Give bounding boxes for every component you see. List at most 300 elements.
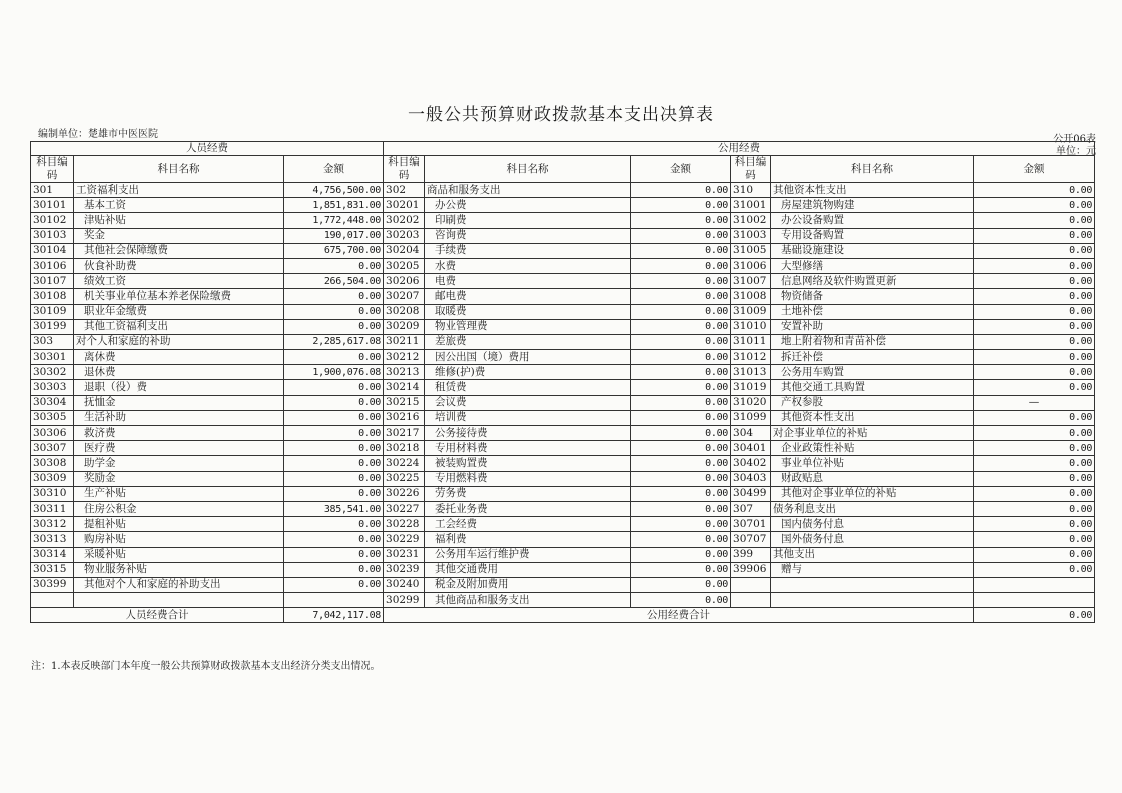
name-cell: 采暖补贴 xyxy=(74,547,284,562)
table-row xyxy=(31,395,1095,410)
code-cell: 30314 xyxy=(31,547,74,562)
amount-cell: 4,756,500.00 xyxy=(284,183,384,198)
code-cell: 31007 xyxy=(731,274,771,289)
name-cell: 奖金 xyxy=(74,228,284,243)
code-cell: 30312 xyxy=(31,517,74,532)
table-row xyxy=(31,289,1095,304)
amount-cell: 0.00 xyxy=(974,501,1095,516)
personnel-total-amount: 7,042,117.08 xyxy=(284,608,384,623)
name-cell: 被装购置费 xyxy=(425,456,631,471)
name-cell: 津贴补贴 xyxy=(74,213,284,228)
name-cell: 国内债务付息 xyxy=(771,517,974,532)
code-cell: 30103 xyxy=(31,228,74,243)
code-cell: 30209 xyxy=(384,319,425,334)
amount-cell: 0.00 xyxy=(284,456,384,471)
code-cell: 30403 xyxy=(731,471,771,486)
name-cell: 培训费 xyxy=(425,410,631,425)
name-cell: 安置补助 xyxy=(771,319,974,334)
amount-cell: 0.00 xyxy=(974,426,1095,441)
amount-cell: 1,772,448.00 xyxy=(284,213,384,228)
code-header: 科目编码 xyxy=(31,156,74,183)
name-cell: 劳务费 xyxy=(425,486,631,501)
amount-cell xyxy=(284,593,384,608)
code-cell: 31013 xyxy=(731,365,771,380)
code-cell: 30307 xyxy=(31,441,74,456)
amount-cell: 0.00 xyxy=(631,289,731,304)
code-cell: 31020 xyxy=(731,395,771,410)
name-cell: 住房公积金 xyxy=(74,501,284,516)
amount-cell xyxy=(974,577,1095,592)
code-cell: 30313 xyxy=(31,532,74,547)
name-cell: 办公费 xyxy=(425,198,631,213)
code-cell: 30216 xyxy=(384,410,425,425)
code-cell: 31009 xyxy=(731,304,771,319)
amount-cell: 0.00 xyxy=(284,486,384,501)
table-row xyxy=(31,471,1095,486)
code-cell: 30239 xyxy=(384,562,425,577)
expenditure-table xyxy=(30,141,1095,623)
amount-cell: 0.00 xyxy=(631,577,731,592)
code-header-capital: 科目编码 xyxy=(731,156,771,183)
amount-cell: 266,504.00 xyxy=(284,274,384,289)
name-cell: 印刷费 xyxy=(425,213,631,228)
name-cell: 专用材料费 xyxy=(425,441,631,456)
amount-cell: 0.00 xyxy=(631,380,731,395)
name-cell: 退职（役）费 xyxy=(74,380,284,395)
amount-cell: 0.00 xyxy=(631,456,731,471)
name-cell: 基础设施建设 xyxy=(771,243,974,258)
name-cell: 物资储备 xyxy=(771,289,974,304)
name-cell: 邮电费 xyxy=(425,289,631,304)
code-cell: 307 xyxy=(731,501,771,516)
name-cell: 其他交通工具购置 xyxy=(771,380,974,395)
code-cell: 39906 xyxy=(731,562,771,577)
amount-cell: 0.00 xyxy=(284,410,384,425)
page-title: 一般公共预算财政拨款基本支出决算表 xyxy=(408,105,714,125)
amount-cell: 0.00 xyxy=(631,243,731,258)
name-cell: 维修(护)费 xyxy=(425,365,631,380)
name-cell: 福利费 xyxy=(425,532,631,547)
table-row xyxy=(31,441,1095,456)
compiling-unit: 编制单位：楚雄市中医医院 xyxy=(38,129,158,140)
code-cell: 310 xyxy=(731,183,771,198)
amount-cell: 0.00 xyxy=(631,350,731,365)
amount-cell: 0.00 xyxy=(974,532,1095,547)
code-cell: 30304 xyxy=(31,395,74,410)
table-row xyxy=(31,593,1095,608)
amount-cell: 0.00 xyxy=(284,532,384,547)
amount-cell: 0.00 xyxy=(974,547,1095,562)
code-cell xyxy=(31,593,74,608)
amount-cell: 0.00 xyxy=(284,547,384,562)
amount-cell: 0.00 xyxy=(974,274,1095,289)
amount-cell: 0.00 xyxy=(284,350,384,365)
name-cell: 购房补贴 xyxy=(74,532,284,547)
amount-cell: 0.00 xyxy=(631,319,731,334)
amount-cell: 0.00 xyxy=(284,380,384,395)
public-total-amount: 0.00 xyxy=(974,608,1095,623)
table-row xyxy=(31,426,1095,441)
name-cell: 专用燃料费 xyxy=(425,471,631,486)
footnote: 注：1.本表反映部门本年度一般公共预算财政拨款基本支出经济分类支出情况。 xyxy=(31,661,381,672)
name-cell: 奖励金 xyxy=(74,471,284,486)
name-cell: 其他交通费用 xyxy=(425,562,631,577)
code-cell: 31005 xyxy=(731,243,771,258)
code-cell: 302 xyxy=(384,183,425,198)
amount-cell: 0.00 xyxy=(974,410,1095,425)
code-cell: 30226 xyxy=(384,486,425,501)
code-cell: 30308 xyxy=(31,456,74,471)
name-cell: 离休费 xyxy=(74,350,284,365)
amount-header: 金额 xyxy=(284,156,384,183)
code-cell: 30399 xyxy=(31,577,74,592)
name-cell: 税金及附加费用 xyxy=(425,577,631,592)
table-row xyxy=(31,183,1095,198)
table-row xyxy=(31,547,1095,562)
amount-cell: 0.00 xyxy=(974,350,1095,365)
code-cell: 31011 xyxy=(731,334,771,349)
table-row xyxy=(31,562,1095,577)
code-cell: 30240 xyxy=(384,577,425,592)
name-cell: 其他社会保障缴费 xyxy=(74,243,284,258)
name-cell: 抚恤金 xyxy=(74,395,284,410)
table-row xyxy=(31,517,1095,532)
name-header-public: 科目名称 xyxy=(425,156,631,183)
name-cell: 其他资本性支出 xyxy=(771,410,974,425)
name-cell: 退休费 xyxy=(74,365,284,380)
amount-cell: 0.00 xyxy=(631,395,731,410)
amount-cell: 0.00 xyxy=(631,426,731,441)
name-cell: 产权参股 xyxy=(771,395,974,410)
amount-cell: 2,285,617.08 xyxy=(284,334,384,349)
code-cell: 30205 xyxy=(384,258,425,273)
name-cell: 电费 xyxy=(425,274,631,289)
name-cell xyxy=(771,577,974,592)
code-cell: 30199 xyxy=(31,319,74,334)
amount-cell: 0.00 xyxy=(974,456,1095,471)
code-cell: 30315 xyxy=(31,562,74,577)
amount-cell: 0.00 xyxy=(974,517,1095,532)
amount-cell: 0.00 xyxy=(631,258,731,273)
amount-cell xyxy=(974,593,1095,608)
code-cell: 30206 xyxy=(384,274,425,289)
amount-cell: 0.00 xyxy=(284,517,384,532)
form-number: 公开06表 xyxy=(1053,134,1096,145)
amount-cell: 0.00 xyxy=(974,243,1095,258)
code-cell: 30301 xyxy=(31,350,74,365)
table-row xyxy=(31,274,1095,289)
amount-cell: 0.00 xyxy=(974,562,1095,577)
code-cell: 30208 xyxy=(384,304,425,319)
code-cell: 30204 xyxy=(384,243,425,258)
code-cell: 30225 xyxy=(384,471,425,486)
amount-cell: 0.00 xyxy=(284,441,384,456)
code-cell: 30227 xyxy=(384,501,425,516)
code-cell: 31008 xyxy=(731,289,771,304)
code-cell: 30217 xyxy=(384,426,425,441)
amount-cell: 0.00 xyxy=(284,562,384,577)
amount-cell: 0.00 xyxy=(974,213,1095,228)
code-cell: 30201 xyxy=(384,198,425,213)
personnel-total-label: 人员经费合计 xyxy=(31,608,284,623)
table-row xyxy=(31,213,1095,228)
code-cell: 30104 xyxy=(31,243,74,258)
code-cell: 30306 xyxy=(31,426,74,441)
amount-cell: 0.00 xyxy=(631,334,731,349)
code-cell: 30107 xyxy=(31,274,74,289)
table-row xyxy=(31,365,1095,380)
name-cell: 公务接待费 xyxy=(425,426,631,441)
code-cell: 31006 xyxy=(731,258,771,273)
code-cell: 30231 xyxy=(384,547,425,562)
amount-cell: — xyxy=(974,395,1095,410)
amount-header-public: 金额 xyxy=(631,156,731,183)
name-cell: 其他工资福利支出 xyxy=(74,319,284,334)
code-cell: 30229 xyxy=(384,532,425,547)
name-cell: 赠与 xyxy=(771,562,974,577)
name-cell: 其他对个人和家庭的补助支出 xyxy=(74,577,284,592)
code-cell: 30309 xyxy=(31,471,74,486)
amount-cell: 0.00 xyxy=(631,228,731,243)
code-cell xyxy=(731,577,771,592)
code-cell: 30203 xyxy=(384,228,425,243)
code-cell: 30311 xyxy=(31,501,74,516)
code-cell: 30101 xyxy=(31,198,74,213)
name-cell: 房屋建筑物购建 xyxy=(771,198,974,213)
code-cell: 30215 xyxy=(384,395,425,410)
name-cell: 事业单位补贴 xyxy=(771,456,974,471)
amount-cell: 0.00 xyxy=(974,304,1095,319)
code-cell: 30401 xyxy=(731,441,771,456)
code-cell xyxy=(731,593,771,608)
amount-cell: 0.00 xyxy=(284,577,384,592)
amount-cell: 0.00 xyxy=(631,274,731,289)
table-row xyxy=(31,243,1095,258)
amount-cell: 0.00 xyxy=(974,334,1095,349)
code-cell: 30302 xyxy=(31,365,74,380)
totals-row xyxy=(31,608,1095,623)
code-cell: 399 xyxy=(731,547,771,562)
name-cell: 拆迁补偿 xyxy=(771,350,974,365)
amount-cell: 0.00 xyxy=(631,410,731,425)
code-cell: 31010 xyxy=(731,319,771,334)
amount-cell: 0.00 xyxy=(974,228,1095,243)
personnel-header: 人员经费 xyxy=(31,142,384,156)
code-cell: 30102 xyxy=(31,213,74,228)
name-cell: 物业管理费 xyxy=(425,319,631,334)
public-header: 公用经费 xyxy=(384,142,1095,156)
code-cell: 30212 xyxy=(384,350,425,365)
amount-cell: 0.00 xyxy=(631,213,731,228)
code-cell: 30108 xyxy=(31,289,74,304)
amount-cell: 0.00 xyxy=(631,183,731,198)
code-cell: 31003 xyxy=(731,228,771,243)
amount-cell: 0.00 xyxy=(284,395,384,410)
code-cell: 303 xyxy=(31,334,74,349)
code-cell: 30499 xyxy=(731,486,771,501)
name-cell: 物业服务补贴 xyxy=(74,562,284,577)
amount-cell: 0.00 xyxy=(631,198,731,213)
amount-cell: 0.00 xyxy=(631,501,731,516)
amount-cell: 385,541.00 xyxy=(284,501,384,516)
table-row xyxy=(31,334,1095,349)
table-row xyxy=(31,501,1095,516)
amount-cell: 0.00 xyxy=(284,319,384,334)
name-cell: 咨询费 xyxy=(425,228,631,243)
amount-cell: 0.00 xyxy=(974,365,1095,380)
name-cell: 生活补助 xyxy=(74,410,284,425)
code-cell: 31001 xyxy=(731,198,771,213)
name-cell: 伙食补助费 xyxy=(74,258,284,273)
name-cell: 差旅费 xyxy=(425,334,631,349)
code-cell: 30207 xyxy=(384,289,425,304)
amount-cell: 0.00 xyxy=(974,198,1095,213)
code-cell: 30299 xyxy=(384,593,425,608)
name-header: 科目名称 xyxy=(74,156,284,183)
amount-cell: 0.00 xyxy=(974,183,1095,198)
name-cell xyxy=(771,593,974,608)
amount-cell: 0.00 xyxy=(631,547,731,562)
currency-unit: 单位：元 xyxy=(1056,146,1096,157)
amount-cell: 0.00 xyxy=(631,532,731,547)
code-header-public: 科目编码 xyxy=(384,156,425,183)
name-cell: 公务用车运行维护费 xyxy=(425,547,631,562)
name-cell: 委托业务费 xyxy=(425,501,631,516)
name-cell: 办公设备购置 xyxy=(771,213,974,228)
name-cell: 职业年金缴费 xyxy=(74,304,284,319)
name-cell xyxy=(74,593,284,608)
code-cell: 31019 xyxy=(731,380,771,395)
name-cell: 其他对企事业单位的补贴 xyxy=(771,486,974,501)
name-cell: 债务利息支出 xyxy=(771,501,974,516)
name-cell: 手续费 xyxy=(425,243,631,258)
table-row xyxy=(31,486,1095,501)
name-cell: 土地补偿 xyxy=(771,304,974,319)
table-row xyxy=(31,532,1095,547)
name-cell: 对个人和家庭的补助 xyxy=(74,334,284,349)
table-row xyxy=(31,410,1095,425)
code-cell: 30202 xyxy=(384,213,425,228)
name-cell: 提租补贴 xyxy=(74,517,284,532)
name-cell: 水费 xyxy=(425,258,631,273)
amount-cell: 0.00 xyxy=(631,562,731,577)
name-cell: 国外债务付息 xyxy=(771,532,974,547)
table-row xyxy=(31,304,1095,319)
table-row xyxy=(31,258,1095,273)
code-cell: 30707 xyxy=(731,532,771,547)
code-cell: 31099 xyxy=(731,410,771,425)
amount-cell: 0.00 xyxy=(974,471,1095,486)
code-cell: 30109 xyxy=(31,304,74,319)
name-cell: 商品和服务支出 xyxy=(425,183,631,198)
code-cell: 30228 xyxy=(384,517,425,532)
name-cell: 绩效工资 xyxy=(74,274,284,289)
code-cell: 31012 xyxy=(731,350,771,365)
amount-cell: 0.00 xyxy=(284,426,384,441)
amount-cell: 0.00 xyxy=(284,304,384,319)
amount-cell: 0.00 xyxy=(284,258,384,273)
name-cell: 租赁费 xyxy=(425,380,631,395)
amount-cell: 1,851,831.00 xyxy=(284,198,384,213)
code-cell: 30213 xyxy=(384,365,425,380)
table-row xyxy=(31,350,1095,365)
code-cell: 30214 xyxy=(384,380,425,395)
name-cell: 其他支出 xyxy=(771,547,974,562)
name-cell: 其他商品和服务支出 xyxy=(425,593,631,608)
code-cell: 31002 xyxy=(731,213,771,228)
amount-cell: 0.00 xyxy=(974,380,1095,395)
name-cell: 对企事业单位的补贴 xyxy=(771,426,974,441)
code-cell: 304 xyxy=(731,426,771,441)
name-cell: 医疗费 xyxy=(74,441,284,456)
name-cell: 会议费 xyxy=(425,395,631,410)
name-cell: 大型修缮 xyxy=(771,258,974,273)
name-header-capital: 科目名称 xyxy=(771,156,974,183)
name-cell: 信息网络及软件购置更新 xyxy=(771,274,974,289)
name-cell: 公务用车购置 xyxy=(771,365,974,380)
amount-cell: 0.00 xyxy=(284,471,384,486)
code-cell: 301 xyxy=(31,183,74,198)
amount-cell: 0.00 xyxy=(974,289,1095,304)
name-cell: 助学金 xyxy=(74,456,284,471)
table-row xyxy=(31,577,1095,592)
name-cell: 企业政策性补贴 xyxy=(771,441,974,456)
table-row xyxy=(31,319,1095,334)
name-cell: 救济费 xyxy=(74,426,284,441)
name-cell: 其他资本性支出 xyxy=(771,183,974,198)
amount-cell: 0.00 xyxy=(631,517,731,532)
name-cell: 基本工资 xyxy=(74,198,284,213)
amount-cell: 0.00 xyxy=(631,593,731,608)
code-cell: 30211 xyxy=(384,334,425,349)
code-cell: 30305 xyxy=(31,410,74,425)
amount-cell: 0.00 xyxy=(974,258,1095,273)
table-row xyxy=(31,228,1095,243)
name-cell: 地上附着物和青苗补偿 xyxy=(771,334,974,349)
name-cell: 因公出国（境）费用 xyxy=(425,350,631,365)
amount-cell: 0.00 xyxy=(631,471,731,486)
code-cell: 30310 xyxy=(31,486,74,501)
name-cell: 工资福利支出 xyxy=(74,183,284,198)
code-cell: 30106 xyxy=(31,258,74,273)
amount-cell: 0.00 xyxy=(631,486,731,501)
amount-cell: 0.00 xyxy=(974,319,1095,334)
name-cell: 工会经费 xyxy=(425,517,631,532)
amount-cell: 0.00 xyxy=(974,486,1095,501)
name-cell: 机关事业单位基本养老保险缴费 xyxy=(74,289,284,304)
name-cell: 财政贴息 xyxy=(771,471,974,486)
amount-cell: 190,017.00 xyxy=(284,228,384,243)
amount-cell: 0.00 xyxy=(974,441,1095,456)
amount-cell: 0.00 xyxy=(284,289,384,304)
code-cell: 30701 xyxy=(731,517,771,532)
code-cell: 30218 xyxy=(384,441,425,456)
amount-cell: 0.00 xyxy=(631,304,731,319)
amount-cell: 0.00 xyxy=(631,365,731,380)
code-cell: 30224 xyxy=(384,456,425,471)
code-cell: 30402 xyxy=(731,456,771,471)
name-cell: 取暖费 xyxy=(425,304,631,319)
amount-cell: 0.00 xyxy=(631,441,731,456)
table-row xyxy=(31,198,1095,213)
amount-cell: 675,700.00 xyxy=(284,243,384,258)
amount-header-capital: 金额 xyxy=(974,156,1095,183)
table-row xyxy=(31,380,1095,395)
amount-cell: 1,900,076.08 xyxy=(284,365,384,380)
table-row xyxy=(31,456,1095,471)
public-total-label: 公用经费合计 xyxy=(384,608,974,623)
name-cell: 专用设备购置 xyxy=(771,228,974,243)
